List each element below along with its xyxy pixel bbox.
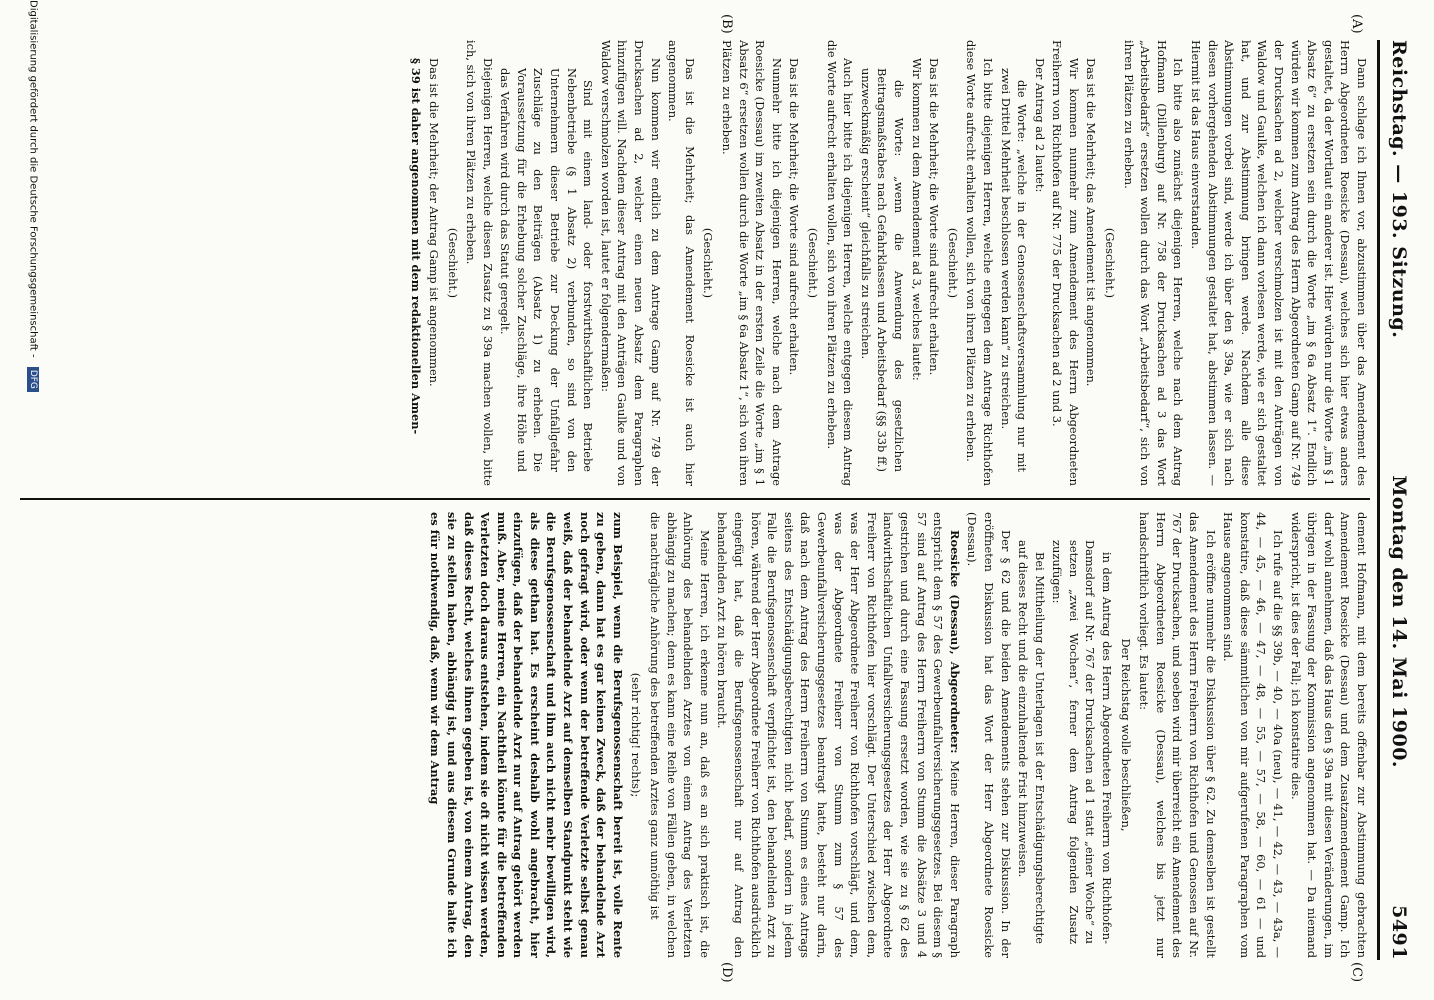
paragraph: Nun kommen wir endlich zu dem Antrage Gamp auf Nr. 749 der Drucksachen ad 2, welcher einen neuen Absatz dem Paragraphen hinzufügen will. Nachdem dieser Antrag mit den Anträgen Gaulke und von Waldow verschmolzen worden ist, lautet er folgendermaßen: (598, 40, 663, 486)
stage-direction: (Geschieht.) (1103, 227, 1118, 299)
paragraph: Wir kommen zu dem Amendement ad 3, welches lautet: (909, 58, 924, 381)
left-column (20, 40, 1370, 486)
paragraph: Das ist die Mehrheit; das Amendement ist angenommen. (1084, 58, 1099, 387)
paragraph: Das ist die Mehrheit; das Amendement Roesicke ist auch hier angenommen. (666, 40, 697, 486)
paragraph: zum Beispiel, wenn die Berufsgenossenschaft bereit ist, volle Rente zu geben, dann hat es gar keinen Zweck, daß der behandelnde Arzt noch gefragt wird, oder wenn der betreffende Verletzte selbst genau weiß, daß der behandelnde Arzt auf demselben Standpunkt steht wie die Berufsgenossenschaft und ihm auch nicht mehr bewilligen wird, als diese gethan hat. Es erscheint deshalb wohl angebracht, hier einzufügen, daß der behandelnde Arzt nur auf Antrag gehört werden muß. Aber, meine Herren, ein Nachtheil könnte für die betreffenden Verletzten doch daraus entstehen, indem sie oft nicht wissen werden, daß dieses Recht, welches ihnen gegeben ist, von einem Antrag, den sie zu stellen haben, abhängig ist, und aus diesem Grunde halte ich es für nothwendig, daß, wenn wir dem Antrag (428, 512, 625, 958)
paragraph: Der Reichstag wolle beschließen, (1118, 638, 1133, 832)
dfg-logo: DFG (27, 367, 39, 392)
stage-direction: (Geschieht.) (945, 227, 960, 299)
interjection: (sehr richtig! rechts); (629, 672, 644, 798)
paragraph: Diejenigen Herren, welche diesen Zusatz zu § 39a machen wollen, bitte ich, sich von ihren Plätzen zu erheben. (464, 40, 495, 486)
column-divider (20, 498, 1370, 500)
stage-direction: (Geschieht.) (445, 227, 460, 299)
stage-direction: (Geschieht.) (806, 227, 820, 299)
paragraph: Dann schlage ich Ihnen vor, abzustimmen über das Amendement des Herrn Abgeordneten Roesicke (Dessau), welches sich hier etwas anders gestaltet, da der Wortlaut ein anderer ist. Hier würden nur die Worte „im § 1 Absatz 6“ zu ersetzen sein durch die Worte „im § 6a Absatz 1“. Endlich würden wir kommen zum Antrag des Herrn Abgeordneten Gamp auf Nr. 749 der Drucksachen ad 2, welcher verschmolzen ist mit den Anträgen von Waldow und Gaulke, welchen ich dann vorlesen werde, wie er sich gestaltet hat, und zur Abstimmung bringen werde. Nachdem alle diese Abstimmungen vorbei sind, werde ich über den § 39a, wie er sich nach diesen vorhergehenden Abstimmungen gestaltet hat, abstimmen lassen. — Hiermit ist das Haus einverstanden. (1189, 40, 1369, 486)
page-header (1382, 40, 1416, 960)
speaker-name: Roesicke (Dessau), Abgeordneter: (947, 530, 962, 754)
paragraph: Das ist die Mehrheit; die Worte sind aufrecht erhalten. (787, 58, 802, 376)
footer-text: Digitalisierung gefördert durch die Deutsche Forschungsgemeinschaft - (27, 0, 39, 358)
quoted-motion: Bei Mittheilung der Unterlagen ist der Entschädigungsberechtigte auf dieses Recht und die einzuhaltende Frist hinzuweisen. (1016, 540, 1047, 944)
paragraph: Ich rufe auf die §§ 39b, — 40, — 40a (neu), — 41, — 42, — 43, — 43a, — 44, — 45, — 46, — 47, — 48, — 55, — 57, — 58, — 60, — 61 — und konstatire, daß diese sämmtlichen von mir aufgerufenen Paragraphen vom Hause angenommen sind. (1221, 512, 1286, 958)
speech-text: Meine Herren, dieser Paragraph entspricht dem § 57 des Gewerbeunfallversicherungsgesetzes. Bei diesem § 57 sind auf Antrag des Herrn Freiherrn von Stumm die Absätze 3 und 4 gestrichen und durch eine Fassung ersetzt worden, wie sie zu § 62 des landwirthschaftlichen Unfallversicherungsgesetzes der Herr Abgeordnete Freiherr von Richthofen hier vorschlägt. Der Unterschied zwischen dem, was der Herr Abgeordnete Freiherr von Richthofen vorschlägt, und dem, was der Abgeordnete Freiherr von Stumm zum § 57 des Gewerbeunfallversicherungsgesetzes beantragt hatte, besteht nur darin, daß nach dem Antrag des Herrn Freiherrn von Stumm es eines Antrags seitens des Entschädigungsberechtigten nicht bedarf, sondern in jedem Falle die Berufsgenossenschaft verpflichtet ist, den behandelnden Arzt zu hören, während der Herr Abgeordnete Freiherr von Richthofen ausdrücklich eingefügt hat, daß die Berufsgenossenschaft nur auf Antrag den behandelnden Arzt zu hören braucht. (715, 512, 962, 958)
page-number: 5491 (1388, 905, 1410, 960)
quoted-motion: Sind mit einem land- oder forstwirthschaftlichen Betriebe Nebenbetriebe (§ 1 Absatz 2) verbunden, so sind von den Unternehmern dieser Betriebe zur Deckung der Unfallgefahr Zuschläge zu den Beiträgen (Absatz 1) zu erheben. Die Voraussetzung für die Erhebung solcher Zuschläge, ihre Höhe und das Verfahren wird durch das Statut geregelt. (498, 68, 596, 472)
paragraph: Ich bitte also zunächst diejenigen Herren, welche nach dem Antrag Hofmann (Dillenburg) auf Nr. 758 der Drucksachen ad 3 das Wort „Arbeitsbedarfs“ ersetzen wollen durch das Wort „Arbeitsbedarf“, sich von ihren Plätzen zu erheben. (1121, 40, 1186, 486)
header-rule (1377, 40, 1380, 960)
paragraph: Ich eröffne nunmehr die Diskussion über § 62. Zu demselben ist gestellt das Amendement des Herrn Freiherrn von Richthofen und Genossen auf Nr. 767 der Drucksachen, und soeben wird mir überreicht ein Amendement des Herrn Abgeordneten Roesicke (Dessau), welches bis jetzt nur handschriftlich vorliegt. Es lautet: (1137, 512, 1218, 958)
quoted-motion: die Worte: „wenn die Anwendung des gesetzlichen Beitragsmaßstabes nach Gefahrklassen und Arbeitsbedarf (§§ 33b ff.) unzweckmäßig erscheint“ gleichfalls zu streichen. (858, 68, 906, 472)
header-title: Reichstag. — 193. Sitzung. (1388, 40, 1410, 339)
paragraph: Der § 62 und die beiden Amendements stehen zur Diskussion. In der eröffneten Diskussion hat das Wort der Herr Abgeordnete Roesicke (Dessau). (965, 512, 1013, 958)
right-column (20, 512, 1370, 958)
paragraph: Meine Herren, ich erkenne nun an, daß es an sich praktisch ist, die Anhörung des behandelnden Arztes von einem Antrag des Verletzten abhängig zu machen; denn es kann eine Reihe von Fällen geben, in welchen die nachträgliche Anhörung des betreffenden Arztes ganz unnöthig ist (648, 512, 712, 958)
header-date: Montag den 14. Mai 1900. (1388, 475, 1410, 769)
paragraph: Der Antrag ad 2 lautet: (1032, 58, 1047, 193)
margin-marker-d: (D) (719, 962, 734, 983)
paragraph: Das ist die Mehrheit; die Worte sind aufrecht erhalten. (927, 58, 942, 376)
paragraph: Wir kommen nunmehr zum Amendement des Herrn Abgeordneten Freiherrn von Richthofen auf Nr. 775 der Drucksachen ad 2 und 3. (1050, 40, 1081, 486)
quoted-motion: die Worte: „welche in der Genossenschaftsversammlung nur mit zwei Drittel Mehrheit beschlossen werden kann“ zu streichen. (998, 68, 1030, 472)
digitization-footer (19, 0, 39, 1000)
quoted-motion: in dem Antrag des Herrn Abgeordneten Freiherrn von Richthofen-Damsdorf auf Nr. 767 der Drucksachen ad 1 statt „einer Woche“ zu setzen „zwei Wochen“, ferner dem Antrag folgenden Zusatz zuzufügen: (1050, 540, 1115, 944)
stage-direction: (Geschieht.) (701, 227, 716, 299)
paragraph: dement Hofmann, mit dem bereits offenbar zur Abstimmung gebrachten Amendement Roesicke (Dessau) und dem Zusatzamendement Gamp. Ich darf wohl annehmen, daß das Haus den § 39a mit diesen Veränderungen, im übrigen in der Fassung der Kommission angenommen hat. — Da niemand widerspricht, ist dies der Fall; ich konstatire dies. (1288, 512, 1369, 958)
paragraph: Nunmehr bitte ich diejenigen Herren, welche nach dem Antrage Roesicke (Dessau) im zweiten Absatz in der ersten Zeile die Worte „im § 1 Absatz 6“ ersetzen wollen durch die Worte „im § 6a Absatz 1“, sich von ihren Plätzen zu erheben. (720, 40, 784, 486)
speaker-line (714, 512, 963, 958)
paragraph: Auch hier bitte ich diejenigen Herren, welche entgegen diesem Antrag die Worte aufrecht erhalten wollen, sich von ihren Plätzen zu erheben. (824, 40, 856, 486)
paragraph: § 39 ist daher angenommen mit dem redaktionellen Amen- (409, 58, 424, 435)
margin-marker-a: (A) (1349, 14, 1364, 34)
paragraph: Ich bitte diejenigen Herren, welche entgegen dem Antrage Richthofen diese Worte aufrecht erhalten wollen, sich von ihren Plätzen zu erheben. (964, 40, 995, 486)
margin-marker-b: (B) (719, 14, 734, 34)
margin-marker-c: (C) (1349, 962, 1364, 983)
paragraph: Das ist die Mehrheit; der Antrag Gamp ist angenommen. (426, 58, 441, 387)
